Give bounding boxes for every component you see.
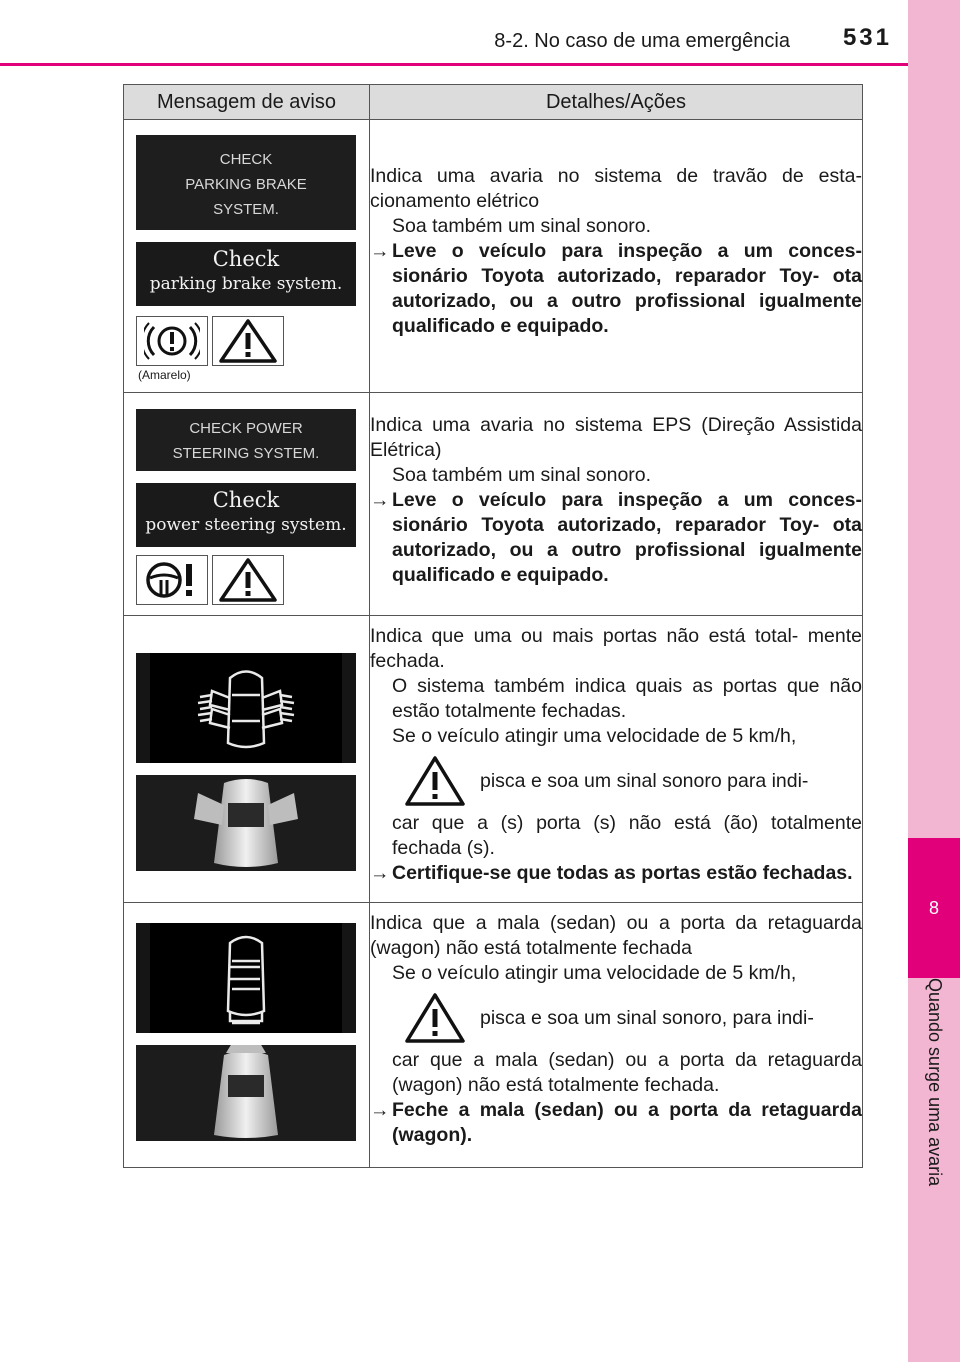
arrow-icon: → (370, 1099, 390, 1121)
display-parking-check (136, 242, 356, 306)
steering-warning-icon (136, 555, 208, 605)
warning-triangle-icon (404, 755, 466, 807)
page-number: 531 (842, 24, 892, 51)
door-open-image (136, 775, 356, 871)
section-title: 8-2. No caso de uma emergência (494, 30, 790, 52)
warning-details (370, 616, 863, 903)
chapter-title: Quando surge uma avaria (925, 978, 945, 1187)
detail-text: Soa também um sinal sonoro. (392, 464, 652, 486)
detail-text: Indica que a mala (sedan) ou a porta da retaguarda (wagon) não está totalmente fechada (370, 912, 862, 959)
action-text (370, 239, 862, 339)
display-line: STEERING SYSTEM. (172, 445, 320, 462)
action-text (370, 861, 862, 886)
display-line: Check (212, 247, 280, 271)
warning-triangle-icon (212, 555, 284, 605)
chapter-title-tab (908, 978, 960, 1238)
warning-table (123, 84, 863, 1168)
display-line: PARKING BRAKE (185, 176, 307, 193)
arrow-icon: → (370, 489, 390, 511)
display-steering-check (136, 483, 356, 547)
detail-text: car que a (s) porta (s) não está (ão) totalmente fechada (s). (392, 812, 862, 859)
parking-brake-icon (136, 316, 208, 366)
detail-text: Indica que uma ou mais portas não está total- mente fechada. (370, 625, 862, 672)
table-row (124, 393, 863, 616)
arrow-icon: → (370, 862, 390, 884)
display-line: SYSTEM. (213, 201, 279, 218)
trunk-open-display (136, 923, 356, 1033)
header-rule (0, 63, 908, 66)
display-line: power steering system. (145, 515, 347, 535)
display-line: parking brake system. (149, 274, 343, 294)
action-label: Feche a mala (sedan) ou a porta da retaguarda (wagon). (392, 1099, 862, 1146)
warning-images (124, 393, 370, 616)
table-row (124, 616, 863, 903)
display-line: CHECK POWER (189, 420, 303, 437)
display-line: CHECK (219, 151, 273, 168)
car-trunk-open-icon (150, 923, 342, 1033)
inline-warning (370, 755, 862, 807)
door-open-display (136, 653, 356, 763)
display-line: Check (212, 488, 280, 512)
car-doors-open-icon (150, 653, 342, 763)
action-label: Leve o veículo para inspeção a um conces- sionário Toyota autorizado, reparador Toy- ota autorizado, ou a outro profissional igualmente qualificado e equipado. (392, 240, 862, 337)
action-label: Certifique-se que todas as portas estão fechadas. (392, 862, 853, 884)
chapter-tab[interactable] (908, 838, 960, 978)
detail-text: pisca e soa um sinal sonoro, para indi- (480, 1006, 814, 1029)
warning-images (124, 903, 370, 1168)
car-image-icon (136, 775, 356, 871)
warning-images (124, 616, 370, 903)
warning-details (370, 903, 863, 1168)
action-text (370, 488, 862, 588)
display-parking-text (136, 135, 356, 230)
warning-triangle-icon (404, 992, 466, 1044)
detail-text: Se o veículo atingir uma velocidade de 5 km/h, (392, 962, 797, 984)
car-image-icon (136, 1045, 356, 1141)
detail-text: Indica uma avaria no sistema de travão de esta- cionamento elétrico (370, 165, 862, 212)
action-label: Leve o veículo para inspeção a um conces- sionário Toyota autorizado, reparador Toy- ota autorizado, ou a outro profissional igualmente qualificado e equipado. (392, 489, 862, 586)
col-header-details: Detalhes/Ações (370, 85, 863, 120)
inline-warning (370, 992, 862, 1044)
detail-text: pisca e soa um sinal sonoro para indi- (480, 769, 809, 792)
trunk-open-image (136, 1045, 356, 1141)
detail-text: car que a mala (sedan) ou a porta da retaguarda (wagon) não está totalmente fechada. (392, 1049, 862, 1096)
color-caption: (Amarelo) (138, 368, 191, 382)
detail-text: O sistema também indica quais as portas que não estão totalmente fechadas. (392, 675, 862, 722)
arrow-icon: → (370, 240, 390, 262)
table-row (124, 903, 863, 1168)
warning-details (370, 120, 863, 393)
detail-text: Soa também um sinal sonoro. (392, 215, 652, 237)
chapter-number: 8 (928, 898, 939, 918)
action-text (370, 1098, 862, 1148)
warning-images (124, 120, 370, 393)
warning-details (370, 393, 863, 616)
detail-text: Se o veículo atingir uma velocidade de 5 km/h, (392, 725, 797, 747)
warning-triangle-icon (212, 316, 284, 366)
detail-text: Indica uma avaria no sistema EPS (Direção Assistida Elétrica) (370, 414, 862, 461)
display-steering-text (136, 409, 356, 471)
table-row (124, 120, 863, 393)
col-header-message: Mensagem de aviso (124, 85, 370, 120)
